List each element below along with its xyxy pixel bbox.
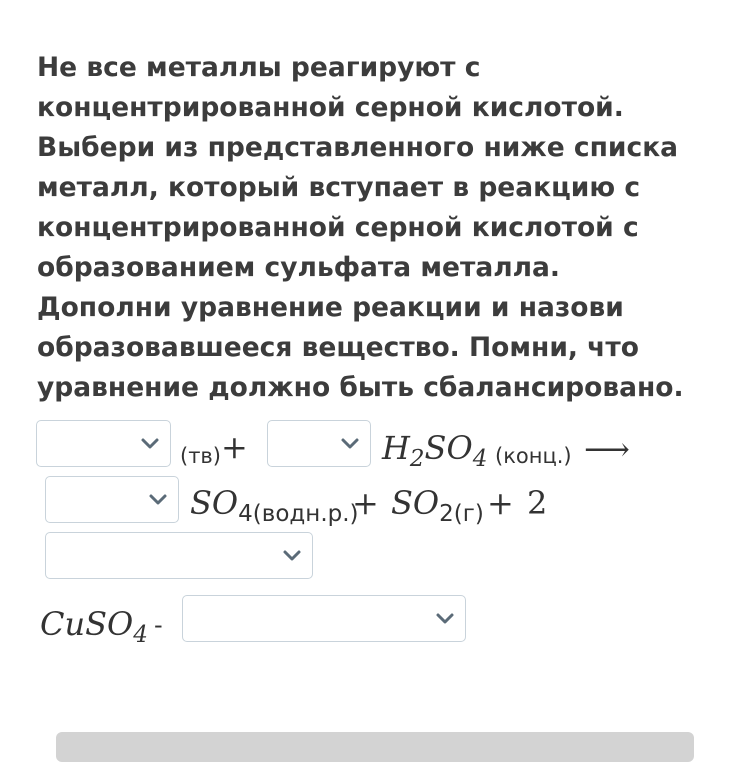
so2-gas-formula: $SO_{2(г)}$ [391, 484, 484, 527]
dash: - [154, 611, 163, 639]
coefficient-two: 2 [527, 484, 548, 522]
product-metal-dropdown[interactable] [45, 476, 179, 523]
water-term-dropdown[interactable] [45, 532, 313, 579]
chevron-down-icon [140, 434, 160, 454]
h2so4-coefficient-dropdown[interactable] [267, 420, 371, 467]
so4-aq-formula: $SO_{4(водн.р.)}$ [190, 484, 359, 527]
plus-sign: + [487, 484, 514, 522]
chevron-down-icon [435, 609, 455, 629]
plus-sign: + [352, 484, 379, 522]
chevron-down-icon [282, 546, 302, 566]
plus-sign: + [221, 428, 248, 466]
metal-dropdown[interactable] [36, 420, 171, 467]
chevron-down-icon [148, 490, 168, 510]
cuso4-formula: CuSO$_4$ [40, 605, 148, 648]
concentrated-label: (конц.) [495, 444, 572, 468]
question-text: Не все металлы реагируют с концентрированной серной кислотой. Выбери из представленного ниже списка металл, который вступает в реакцию с концентрированной серной кислотой с образованием сульфата металла. Дополни уравнение реакции и назови образовавшееся вещество. Помни, что уравнение должно быть сбалансировано. [37, 52, 684, 403]
compound-name-dropdown[interactable] [182, 595, 466, 642]
state-solid-label: (тв) [180, 444, 221, 468]
h2so4-formula: $H_2SO_4$ [382, 429, 488, 472]
submit-bar[interactable] [56, 732, 694, 762]
reaction-arrow: ⟶ [584, 430, 630, 468]
chevron-down-icon [340, 434, 360, 454]
